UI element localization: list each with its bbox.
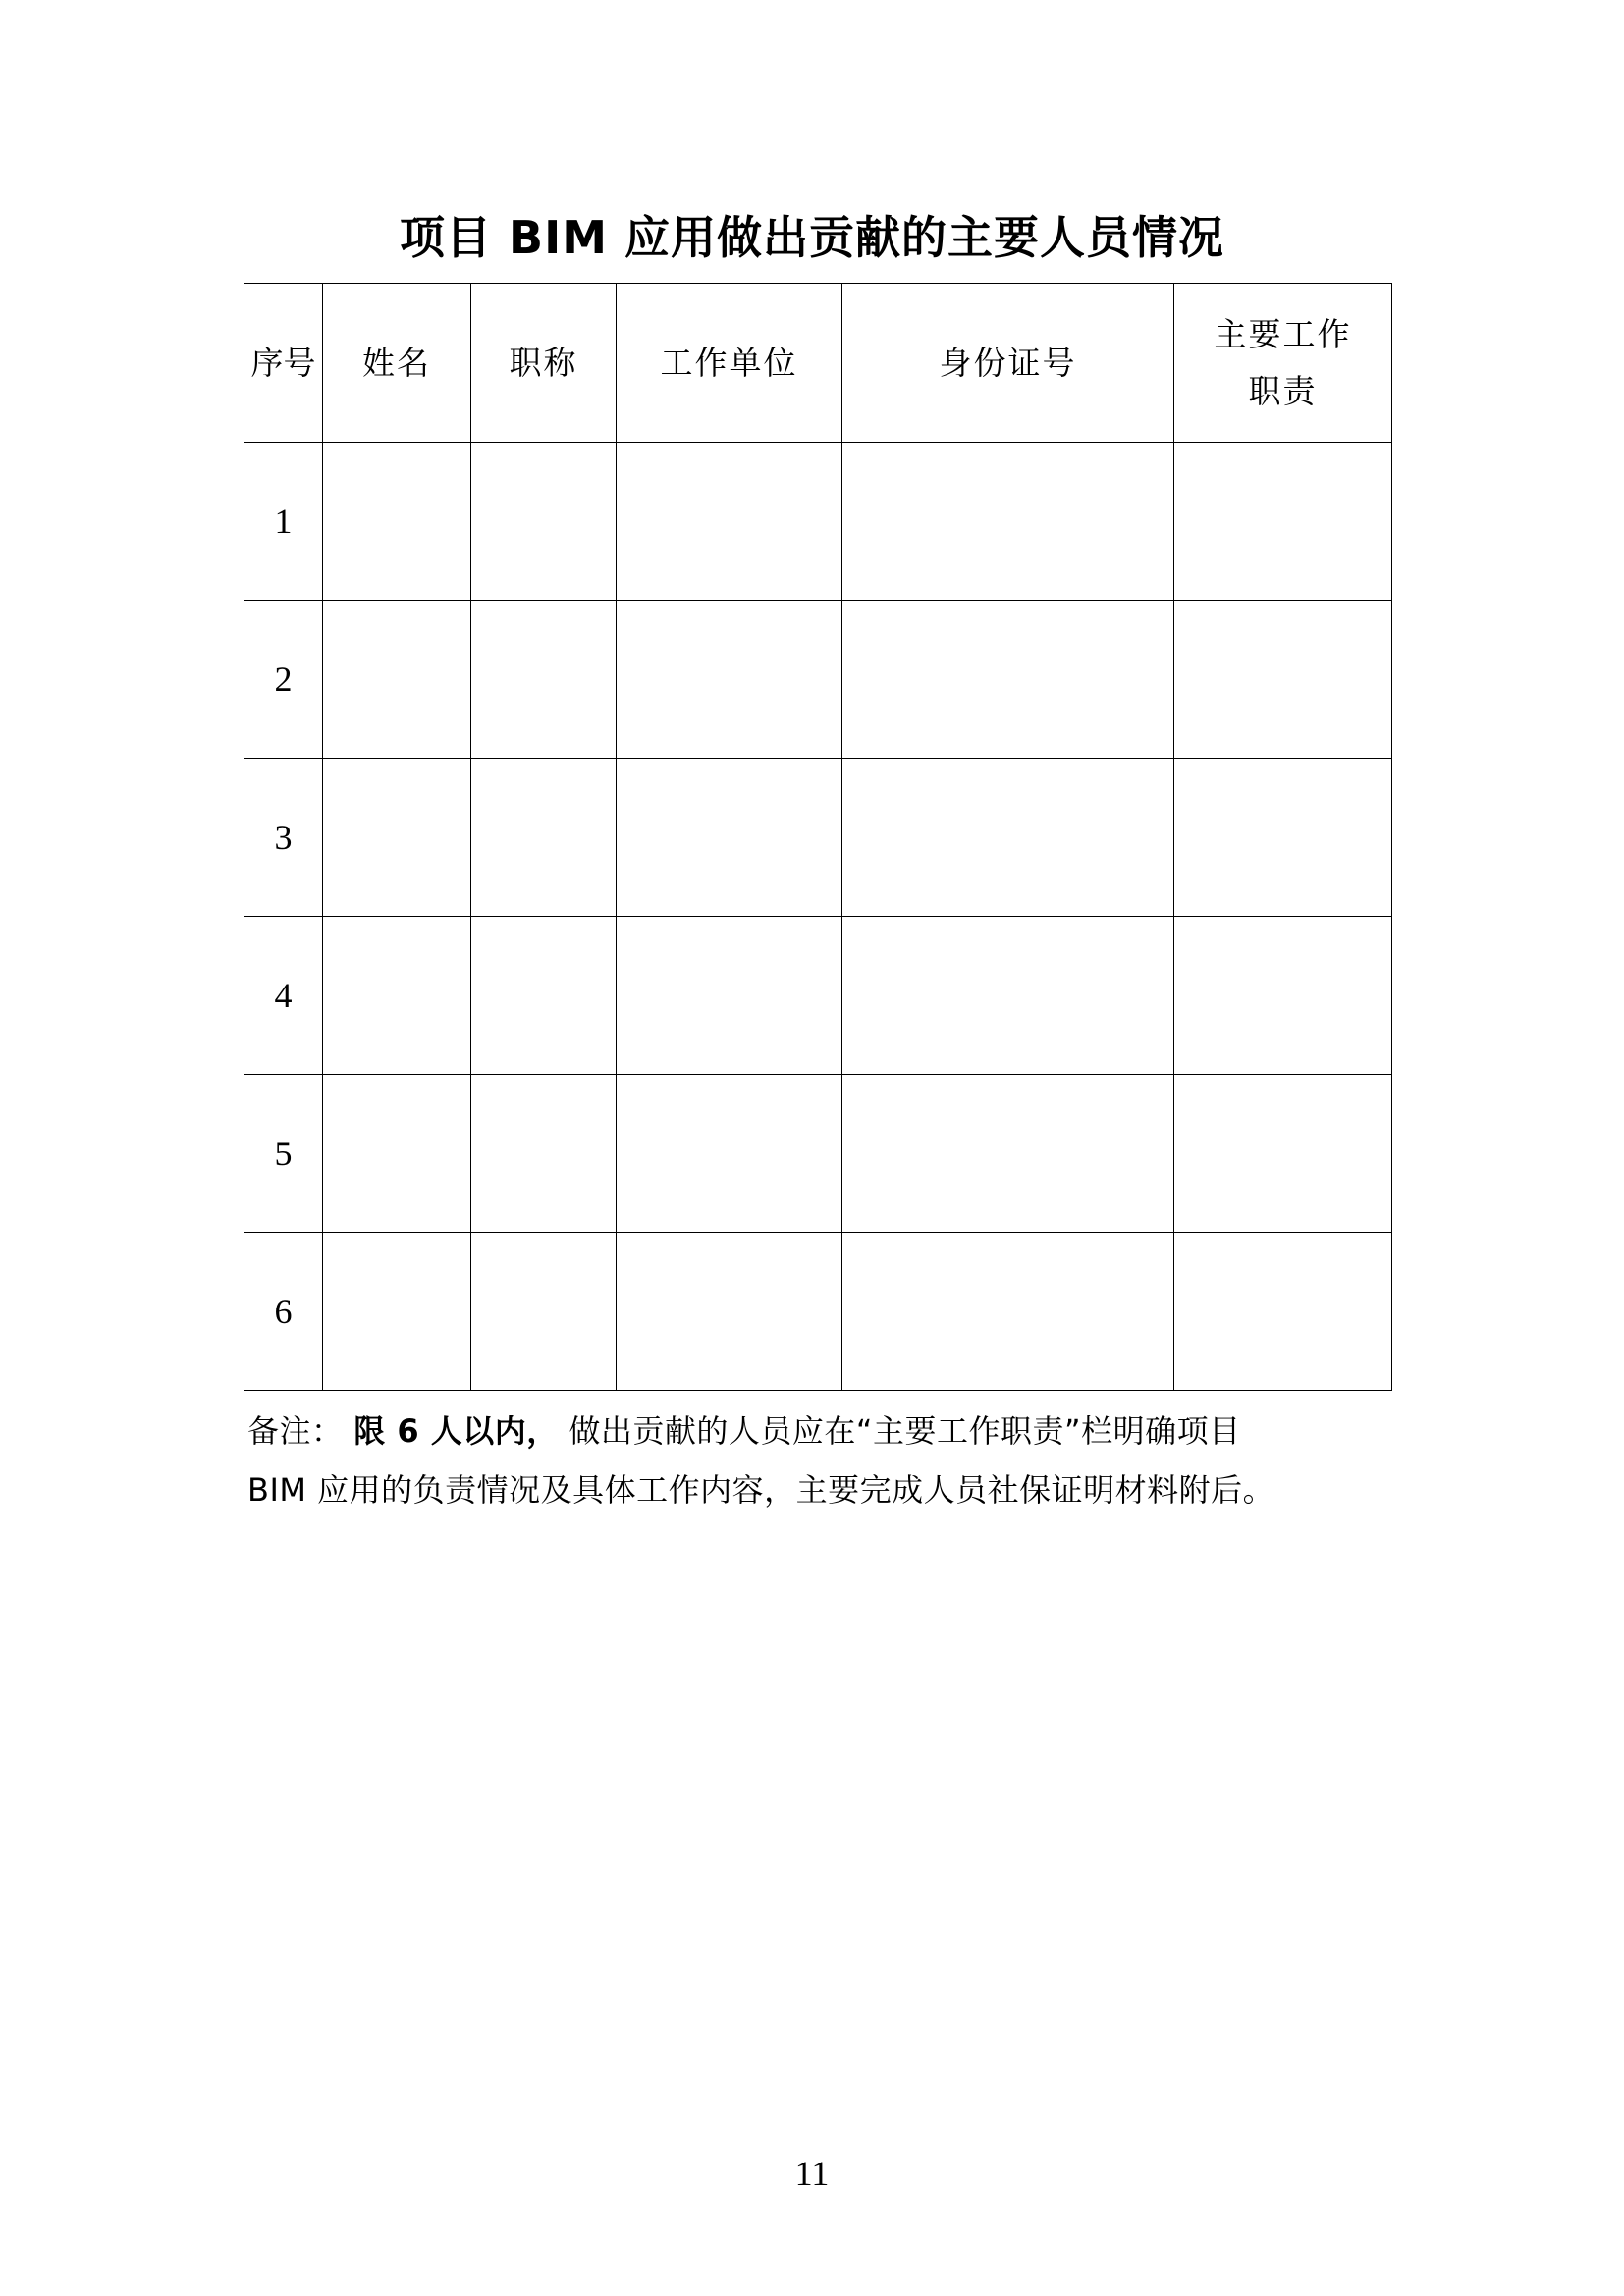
cell-seq: 1 — [244, 443, 323, 601]
cell-name — [323, 1075, 471, 1233]
cell-employer — [617, 1233, 842, 1391]
cell-title — [471, 1075, 617, 1233]
cell-employer — [617, 1075, 842, 1233]
page-number: 11 — [794, 2154, 830, 2193]
header-duties-line2: 职责 — [1248, 371, 1318, 410]
cell-title — [471, 759, 617, 917]
header-seq: 序号 — [244, 284, 323, 443]
cell-title — [471, 443, 617, 601]
remark-limit: 限 6 人以内， — [353, 1413, 559, 1450]
cell-seq: 2 — [244, 601, 323, 759]
cell-duties — [1174, 759, 1392, 917]
cell-duties — [1174, 1075, 1392, 1233]
cell-title — [471, 601, 617, 759]
cell-name — [323, 917, 471, 1075]
cell-duties — [1174, 1233, 1392, 1391]
table-header-row — [244, 284, 1392, 443]
cell-duties — [1174, 917, 1392, 1075]
cell-employer — [617, 759, 842, 917]
header-duties — [1174, 284, 1392, 443]
cell-id-number — [842, 443, 1174, 601]
remark-label: 备注： — [247, 1413, 344, 1450]
remark-line1: 做出贡献的人员应在“主要工作职责”栏明确项目 — [568, 1413, 1241, 1450]
page-title: 项目 BIM 应用做出贡献的主要人员情况 — [400, 211, 1224, 264]
header-title: 职称 — [471, 284, 617, 443]
cell-id-number — [842, 917, 1174, 1075]
header-id-number: 身份证号 — [842, 284, 1174, 443]
header-employer: 工作单位 — [617, 284, 842, 443]
cell-duties — [1174, 601, 1392, 759]
table-row — [244, 917, 1392, 1075]
cell-id-number — [842, 759, 1174, 917]
cell-seq: 4 — [244, 917, 323, 1075]
remark-note — [247, 1402, 1394, 1520]
cell-title — [471, 917, 617, 1075]
remark-line2: BIM 应用的负责情况及具体工作内容，主要完成人员社保证明材料附后。 — [247, 1471, 1275, 1509]
table-row — [244, 1233, 1392, 1391]
table-row — [244, 601, 1392, 759]
table-row — [244, 443, 1392, 601]
table-row — [244, 759, 1392, 917]
cell-name — [323, 601, 471, 759]
cell-seq: 6 — [244, 1233, 323, 1391]
cell-employer — [617, 917, 842, 1075]
cell-name — [323, 759, 471, 917]
header-duties-line1: 主要工作 — [1214, 314, 1352, 353]
cell-id-number — [842, 1233, 1174, 1391]
table-row — [244, 1075, 1392, 1233]
cell-duties — [1174, 443, 1392, 601]
cell-id-number — [842, 1075, 1174, 1233]
cell-title — [471, 1233, 617, 1391]
cell-seq: 3 — [244, 759, 323, 917]
cell-name — [323, 443, 471, 601]
cell-name — [323, 1233, 471, 1391]
personnel-table — [244, 283, 1392, 1391]
cell-seq: 5 — [244, 1075, 323, 1233]
cell-id-number — [842, 601, 1174, 759]
cell-employer — [617, 443, 842, 601]
cell-employer — [617, 601, 842, 759]
header-name: 姓名 — [323, 284, 471, 443]
